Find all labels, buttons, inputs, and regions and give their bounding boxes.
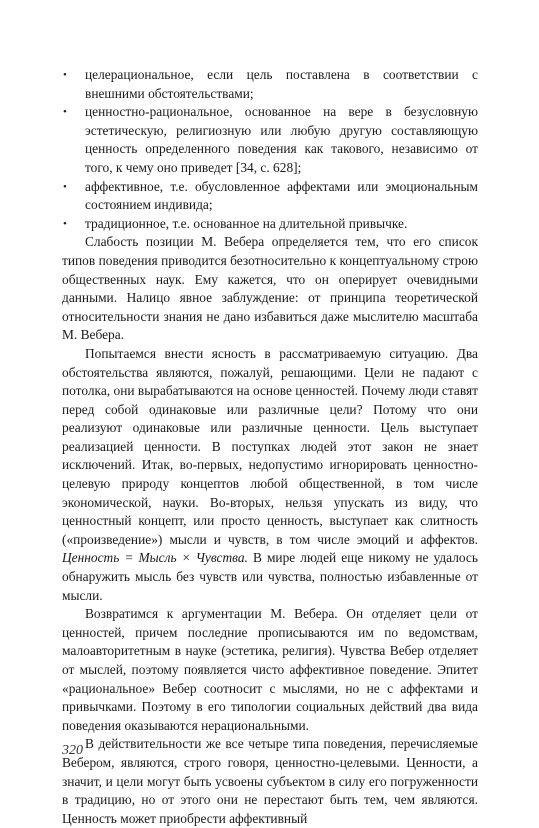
behavior-types-list (62, 66, 478, 233)
bullet-icon: • (63, 106, 67, 119)
list-item-text: целерациональное, если цель поставлена в соответствии с внешними обстоятельствами; (85, 67, 478, 101)
bullet-icon: • (63, 217, 67, 230)
list-item (62, 215, 478, 234)
paragraph-weber-weakness: Слабость позиции М. Вебера определяется тем, что его список типов поведения приводится безотносительно к концептуальному строю общественных наук. Ему кажется, что он оперирует очевидными данными. Налицо явное заблуждение: от принципа теоретической относительности знания не дано избавиться даже мыслителю масштаба М. Вебера. (62, 234, 478, 343)
list-item (62, 103, 478, 177)
page-body (62, 66, 478, 828)
paragraph-text: Попытаемся внести ясность в рассматриваемую ситуацию. Два обстоятельства являются, пожалуй, решающими. Цели не падают с потолка, они вырабатываются на основе ценностей. Почему люди ставят перед собой одинаковые или различные цели? Потому что они реализуют одинаковые или различные ценности. Цель выступает реализацией ценности. В поступках людей этот закон не знает исключений. Итак, во-первых, недопустимо игнорировать ценностно-целевую природу концептов любой общественной, в том числе экономической, науки. Во-вторых, нельзя упускать из виду, что ценностный концепт, или просто ценность, выступает как слитность («произведение») мысли и чувств, в том числе эмоций и аффектов. (62, 345, 478, 547)
paragraph-clarity (62, 345, 478, 605)
list-item (62, 178, 478, 215)
paragraph-return-to-weber: Возвратимся к аргументации М. Вебера. Он отделяет цели от ценностей, причем последние прописываются им по ведомствам, малоавторитетным в науке (эстетика, религия). Чувства Вебер отделяет от мыслей, поэтому появляется чисто аффективное поведение. Эпитет «рациональное» Вебер соотносит с мыслями, но не с аффектами и привычками. Поэтому в его типологии социальных действий два вида поведения оказываются нерациональными. (62, 606, 478, 733)
bullet-icon: • (63, 69, 67, 81)
page-number: 320 (62, 743, 83, 758)
value-formula: Ценность = Мысль × Чувства. (62, 550, 248, 566)
bullet-icon: • (63, 180, 67, 193)
list-item-text: традиционное, т.е. основанное на длительной привычке. (85, 215, 408, 231)
list-item-text: аффективное, т.е. обусловленное аффектами или эмоциональным состоянием индивида; (85, 178, 478, 213)
list-item (62, 66, 478, 103)
list-item-text: ценностно-рациональное, основанное на вере в безусловную эстетическую, религиозную или любую другую составляющую ценность определенного поведения как такового, независимо от того, к чему оно приведет [34, с. 628]; (85, 104, 478, 175)
paragraph-reality: В действительности же все четыре типа поведения, перечисляемые Вебером, являются, строго говоря, ценностно-целевыми. Ценности, а значит, и цели могут быть усвоены субъектом в силу его погруженности в традицию, но от этого они не перестают быть тем, чем являются. Ценность может приобрести аффективный (62, 736, 478, 826)
paragraph-text: В мире людей еще никому не удалось обнаружить мысль без чувств или чувства, полностью избавленные от мысли. (62, 550, 478, 603)
